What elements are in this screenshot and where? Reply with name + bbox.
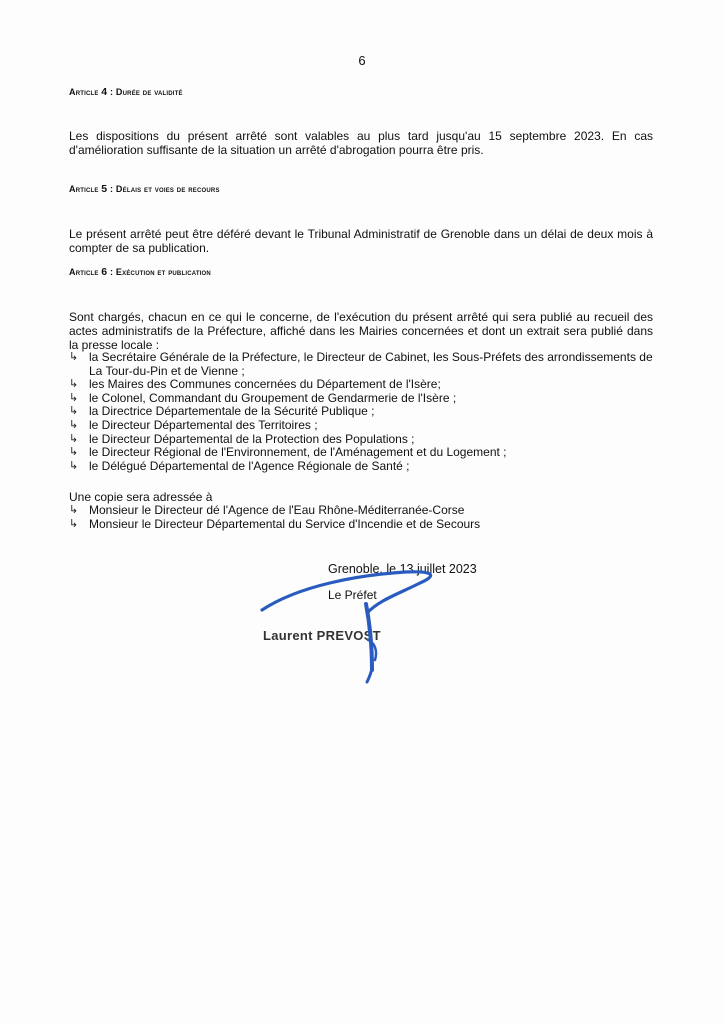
arrow-bullet-icon: ↳: [69, 432, 79, 445]
copy-intro: Une copie sera adressée à: [69, 490, 213, 504]
article-4-text: Les dispositions du présent arrêté sont valables au plus tard jusqu'au 15 septembre 2023. En cas d'amélioration suffisante de la situation un arrêté d'abrogation pourra être pris.: [69, 129, 653, 157]
article-4-title: : Durée de validité: [110, 87, 183, 97]
list-item-text: la Directrice Départementale de la Sécurité Publique ;: [89, 404, 375, 419]
page-number: 6: [358, 53, 366, 68]
list-item-text: Monsieur le Directeur dé l'Agence de l'Eau Rhône-Méditerranée-Corse: [89, 503, 465, 517]
article-5-title: : Délais et voies de recours: [110, 184, 220, 194]
article-5-number: 5: [101, 183, 108, 195]
list-item-text: le Directeur Départemental des Territoires ;: [89, 417, 318, 432]
arrow-bullet-icon: ↳: [69, 418, 79, 431]
list-item-text: Monsieur le Directeur Départemental du Service d'Incendie et de Secours: [89, 516, 481, 531]
arrow-bullet-icon: ↳: [69, 459, 79, 472]
signature-name: Laurent PREVOST: [263, 628, 381, 643]
arrow-bullet-icon: ↳: [69, 405, 79, 418]
arrow-bullet-icon: ↳: [69, 446, 79, 459]
article-5-prefix: Article: [69, 184, 99, 194]
list-item-text: le Délégué Départemental de l'Agence Régionale de Santé ;: [89, 458, 410, 473]
list-item-text: les Maires des Communes concernées du Département de l'Isère;: [89, 377, 441, 392]
list-item-text: le Directeur Départemental de la Protection des Populations ;: [89, 431, 415, 446]
signature-ink: [262, 572, 431, 682]
signature-title: Le Préfet: [328, 588, 377, 602]
list-item-text: le Directeur Régional de l'Environnement, de l'Aménagement et du Logement ;: [89, 445, 507, 460]
list-item-text: le Colonel, Commandant du Groupement de Gendarmerie de l'Isère ;: [89, 390, 457, 405]
arrow-bullet-icon: ↳: [69, 351, 79, 363]
article-6-intro: Sont chargés, chacun en ce qui le concerne, de l'exécution du présent arrêté qui sera publié au recueil des actes administratifs de la Préfecture, affiché dans les Mairies concernées et dont un extrait sera publié dans la presse locale :: [69, 310, 653, 352]
article-4-prefix: Article: [69, 87, 99, 97]
arrow-bullet-icon: ↳: [69, 378, 79, 391]
arrow-bullet-icon: ↳: [69, 517, 79, 530]
list-item-text: la Secrétaire Générale de la Préfecture, le Directeur de Cabinet, les Sous-Préfets des arrondissements de La Tour-du-Pin et de Vienne ;: [89, 350, 653, 378]
article-5-text: Le présent arrêté peut être déféré devant le Tribunal Administratif de Grenoble dans un délai de deux mois à compter de sa publication.: [69, 227, 653, 255]
arrow-bullet-icon: ↳: [69, 391, 79, 404]
article-4-number: 4: [101, 86, 108, 98]
arrow-bullet-icon: ↳: [69, 504, 79, 516]
article-6-prefix: Article: [69, 267, 99, 277]
signature-place-date: Grenoble, le 13 juillet 2023: [328, 562, 477, 576]
article-6-number: 6: [101, 266, 108, 278]
article-6-title: : Exécution et publication: [110, 267, 211, 277]
